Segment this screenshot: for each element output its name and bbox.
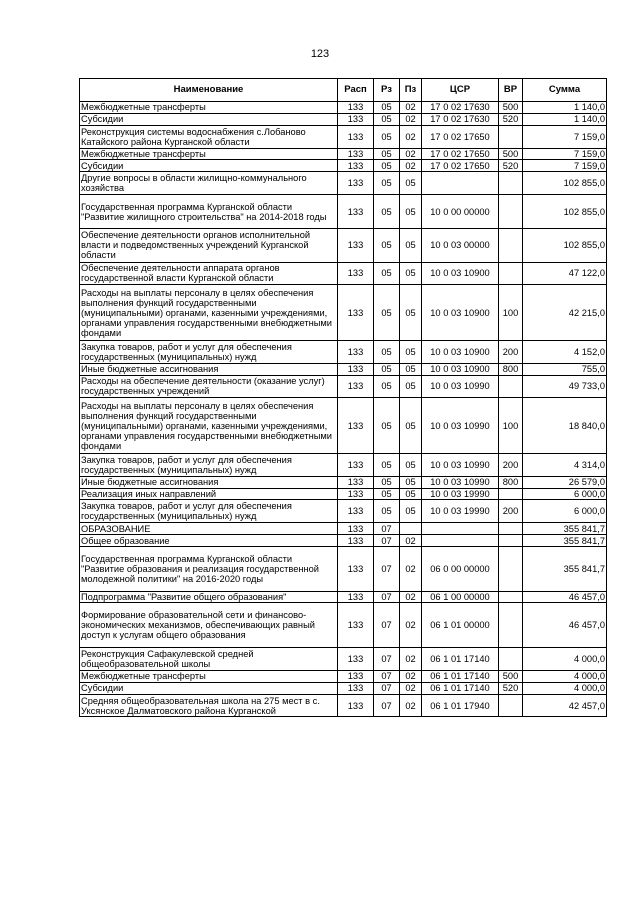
row-vr: 520: [499, 160, 523, 172]
row-pz: 05: [400, 375, 422, 398]
row-rasp: 133: [338, 113, 374, 125]
row-rz: 05: [374, 453, 400, 476]
row-name: Государственная программа Курганской области "Развитие образования и реализация государственной молодежной политики" на 2016-2020 годы: [80, 546, 338, 591]
table-row: [80, 500, 607, 523]
row-pz: 05: [400, 500, 422, 523]
row-sum: 355 841,7: [523, 523, 607, 535]
row-csr: 17 0 02 17630: [422, 113, 499, 125]
row-vr: 100: [499, 285, 523, 341]
header-rz: Рз: [374, 79, 400, 102]
row-vr: 500: [499, 148, 523, 160]
row-csr: 17 0 02 17650: [422, 125, 499, 148]
row-vr: 500: [499, 102, 523, 114]
row-rz: 05: [374, 375, 400, 398]
row-csr: 10 0 03 00000: [422, 228, 499, 262]
table-row: [80, 160, 607, 172]
row-rz: 05: [374, 488, 400, 500]
row-name: Реконструкция Сафакулевской средней общеобразовательной школы: [80, 648, 338, 671]
row-csr: 10 0 03 10900: [422, 363, 499, 375]
row-sum: 49 733,0: [523, 375, 607, 398]
row-name: Реконструкция системы водоснабжения с.Лобаново Катайского района Курганской области: [80, 125, 338, 148]
row-rasp: 133: [338, 546, 374, 591]
row-sum: 7 159,0: [523, 160, 607, 172]
row-rz: 05: [374, 160, 400, 172]
table-row: [80, 398, 607, 454]
row-rasp: 133: [338, 172, 374, 195]
row-sum: 6 000,0: [523, 488, 607, 500]
row-rz: 05: [374, 113, 400, 125]
row-rasp: 133: [338, 262, 374, 285]
row-csr: 06 1 00 00000: [422, 591, 499, 603]
row-rz: 05: [374, 340, 400, 363]
table-row: [80, 195, 607, 229]
row-rz: 07: [374, 603, 400, 648]
header-sum: Сумма: [523, 79, 607, 102]
row-pz: 02: [400, 160, 422, 172]
table-row: [80, 670, 607, 682]
row-vr: [499, 195, 523, 229]
row-pz: 02: [400, 113, 422, 125]
row-rasp: 133: [338, 125, 374, 148]
row-sum: 102 855,0: [523, 228, 607, 262]
row-rz: 05: [374, 398, 400, 454]
row-sum: 42 457,0: [523, 694, 607, 717]
row-rz: 07: [374, 648, 400, 671]
row-rz: 07: [374, 535, 400, 547]
row-name: Межбюджетные трансферты: [80, 670, 338, 682]
row-name: Другие вопросы в области жилищно-коммунального хозяйства: [80, 172, 338, 195]
row-rz: 07: [374, 546, 400, 591]
table-row: [80, 453, 607, 476]
row-name: Субсидии: [80, 113, 338, 125]
row-rz: 07: [374, 591, 400, 603]
table-row: [80, 172, 607, 195]
table-row: [80, 523, 607, 535]
row-vr: [499, 172, 523, 195]
table-row: [80, 125, 607, 148]
table-row: [80, 488, 607, 500]
row-vr: 800: [499, 476, 523, 488]
row-sum: 18 840,0: [523, 398, 607, 454]
row-sum: 1 140,0: [523, 102, 607, 114]
row-csr: 10 0 03 10990: [422, 453, 499, 476]
row-rasp: 133: [338, 500, 374, 523]
row-pz: 05: [400, 172, 422, 195]
row-csr: 10 0 03 10990: [422, 375, 499, 398]
row-pz: 02: [400, 148, 422, 160]
row-rasp: 133: [338, 535, 374, 547]
row-vr: [499, 228, 523, 262]
row-rasp: 133: [338, 340, 374, 363]
row-sum: 4 314,0: [523, 453, 607, 476]
table-row: [80, 546, 607, 591]
table-row: [80, 591, 607, 603]
row-rz: 05: [374, 476, 400, 488]
row-vr: [499, 591, 523, 603]
row-vr: 200: [499, 340, 523, 363]
row-sum: 355 841,7: [523, 546, 607, 591]
row-csr: 10 0 03 10900: [422, 262, 499, 285]
row-csr: 06 0 00 00000: [422, 546, 499, 591]
row-rasp: 133: [338, 195, 374, 229]
row-vr: 520: [499, 682, 523, 694]
row-pz: 05: [400, 228, 422, 262]
table-row: [80, 535, 607, 547]
row-rasp: 133: [338, 375, 374, 398]
row-csr: 17 0 02 17650: [422, 148, 499, 160]
header-pz: Пз: [400, 79, 422, 102]
row-name: Расходы на выплаты персоналу в целях обеспечения выполнения функций государственными (муниципальными) органами, казенными учреждениями, органами управления государственными внебюджетными фондами: [80, 285, 338, 341]
table-row: [80, 102, 607, 114]
row-name: Подпрограмма "Развитие общего образования": [80, 591, 338, 603]
row-sum: 102 855,0: [523, 172, 607, 195]
row-rz: 05: [374, 363, 400, 375]
row-vr: [499, 546, 523, 591]
row-rz: 05: [374, 195, 400, 229]
row-sum: 42 215,0: [523, 285, 607, 341]
row-sum: 4 152,0: [523, 340, 607, 363]
row-csr: 10 0 03 10900: [422, 340, 499, 363]
row-name: Расходы на обеспечение деятельности (оказание услуг) государственных учреждений: [80, 375, 338, 398]
row-name: Межбюджетные трансферты: [80, 102, 338, 114]
row-rasp: 133: [338, 603, 374, 648]
row-vr: 200: [499, 500, 523, 523]
table-row: [80, 285, 607, 341]
row-pz: 05: [400, 340, 422, 363]
budget-table: [79, 78, 607, 717]
row-name: Субсидии: [80, 160, 338, 172]
row-name: Иные бюджетные ассигнования: [80, 363, 338, 375]
row-pz: 05: [400, 453, 422, 476]
row-pz: 02: [400, 694, 422, 717]
row-csr: 06 1 01 17140: [422, 670, 499, 682]
row-pz: 02: [400, 102, 422, 114]
table-row: [80, 363, 607, 375]
row-rasp: 133: [338, 694, 374, 717]
row-pz: 05: [400, 398, 422, 454]
row-name: Расходы на выплаты персоналу в целях обеспечения выполнения функций государственными (муниципальными) органами, казенными учреждениями, органами управления государственными внебюджетными фондами: [80, 398, 338, 454]
row-rasp: 133: [338, 682, 374, 694]
row-rz: 07: [374, 523, 400, 535]
row-name: Закупка товаров, работ и услуг для обеспечения государственных (муниципальных) нужд: [80, 340, 338, 363]
row-rasp: 133: [338, 476, 374, 488]
row-rz: 05: [374, 285, 400, 341]
row-sum: 46 457,0: [523, 591, 607, 603]
row-rasp: 133: [338, 102, 374, 114]
row-pz: 05: [400, 488, 422, 500]
row-rz: 07: [374, 694, 400, 717]
row-pz: 05: [400, 262, 422, 285]
row-sum: 6 000,0: [523, 500, 607, 523]
row-rz: 05: [374, 262, 400, 285]
row-pz: 02: [400, 603, 422, 648]
row-vr: [499, 648, 523, 671]
row-pz: 05: [400, 285, 422, 341]
header-rasp: Расп: [338, 79, 374, 102]
row-rz: 07: [374, 682, 400, 694]
row-sum: 4 000,0: [523, 648, 607, 671]
row-rz: 07: [374, 670, 400, 682]
row-name: Обеспечение деятельности органов исполнительной власти и подведомственных учреждений Курганской области: [80, 228, 338, 262]
row-csr: [422, 535, 499, 547]
row-sum: 26 579,0: [523, 476, 607, 488]
row-vr: 100: [499, 398, 523, 454]
row-rasp: 133: [338, 648, 374, 671]
row-csr: 10 0 03 19990: [422, 500, 499, 523]
row-rasp: 133: [338, 398, 374, 454]
row-rz: 05: [374, 172, 400, 195]
row-rasp: 133: [338, 670, 374, 682]
row-sum: 47 122,0: [523, 262, 607, 285]
row-rasp: 133: [338, 363, 374, 375]
row-vr: [499, 535, 523, 547]
table-row: [80, 148, 607, 160]
table-row: [80, 228, 607, 262]
row-rasp: 133: [338, 228, 374, 262]
row-rasp: 133: [338, 160, 374, 172]
table-row: [80, 694, 607, 717]
row-name: Межбюджетные трансферты: [80, 148, 338, 160]
header-vr: ВР: [499, 79, 523, 102]
row-csr: 06 1 01 17140: [422, 648, 499, 671]
table-row: [80, 603, 607, 648]
row-vr: [499, 375, 523, 398]
page-number: 123: [310, 48, 330, 60]
row-name: Реализация иных направлений: [80, 488, 338, 500]
row-pz: 02: [400, 591, 422, 603]
table-body: [80, 102, 607, 717]
row-vr: [499, 603, 523, 648]
row-sum: 46 457,0: [523, 603, 607, 648]
row-vr: [499, 523, 523, 535]
row-csr: 17 0 02 17630: [422, 102, 499, 114]
row-pz: 02: [400, 125, 422, 148]
row-pz: 05: [400, 363, 422, 375]
row-pz: 02: [400, 648, 422, 671]
row-name: Государственная программа Курганской области "Развитие жилищного строительства" на 2014-2018 годы: [80, 195, 338, 229]
row-sum: 7 159,0: [523, 125, 607, 148]
row-rz: 05: [374, 102, 400, 114]
row-name: Формирование образовательной сети и финансово-экономических механизмов, обеспечивающих равный доступ к услугам общего образования: [80, 603, 338, 648]
row-rasp: 133: [338, 148, 374, 160]
row-rz: 05: [374, 228, 400, 262]
row-pz: [400, 523, 422, 535]
header-name: Наименование: [80, 79, 338, 102]
row-csr: [422, 172, 499, 195]
row-name: Субсидии: [80, 682, 338, 694]
row-csr: 17 0 02 17650: [422, 160, 499, 172]
row-csr: 10 0 03 10990: [422, 476, 499, 488]
row-name: Иные бюджетные ассигнования: [80, 476, 338, 488]
row-sum: 4 000,0: [523, 682, 607, 694]
row-name: Общее образование: [80, 535, 338, 547]
row-csr: 10 0 00 00000: [422, 195, 499, 229]
row-vr: [499, 488, 523, 500]
row-csr: 10 0 03 10990: [422, 398, 499, 454]
table-row: [80, 340, 607, 363]
row-pz: 02: [400, 682, 422, 694]
row-sum: 755,0: [523, 363, 607, 375]
row-name: Закупка товаров, работ и услуг для обеспечения государственных (муниципальных) нужд: [80, 500, 338, 523]
row-name: Обеспечение деятельности аппарата органов государственной власти Курганской области: [80, 262, 338, 285]
row-name: Средняя общеобразовательная школа на 275 мест в с. Уксянское Далматовского района Курганской: [80, 694, 338, 717]
row-vr: [499, 125, 523, 148]
table-row: [80, 682, 607, 694]
table-row: [80, 476, 607, 488]
table-row: [80, 113, 607, 125]
row-rasp: 133: [338, 591, 374, 603]
table-row: [80, 648, 607, 671]
row-sum: 102 855,0: [523, 195, 607, 229]
row-vr: 800: [499, 363, 523, 375]
row-sum: 1 140,0: [523, 113, 607, 125]
row-vr: [499, 694, 523, 717]
row-csr: 10 0 03 10900: [422, 285, 499, 341]
row-sum: 4 000,0: [523, 670, 607, 682]
row-rasp: 133: [338, 453, 374, 476]
header-csr: ЦСР: [422, 79, 499, 102]
row-pz: 02: [400, 535, 422, 547]
row-vr: 200: [499, 453, 523, 476]
row-csr: 06 1 01 00000: [422, 603, 499, 648]
row-pz: 02: [400, 670, 422, 682]
row-rasp: 133: [338, 523, 374, 535]
row-vr: 520: [499, 113, 523, 125]
row-pz: 02: [400, 546, 422, 591]
row-rz: 05: [374, 148, 400, 160]
table-row: [80, 262, 607, 285]
row-csr: [422, 523, 499, 535]
row-rz: 05: [374, 125, 400, 148]
row-name: ОБРАЗОВАНИЕ: [80, 523, 338, 535]
table-header-row: [80, 79, 607, 102]
row-pz: 05: [400, 476, 422, 488]
table-row: [80, 375, 607, 398]
row-pz: 05: [400, 195, 422, 229]
row-vr: [499, 262, 523, 285]
row-sum: 355 841,7: [523, 535, 607, 547]
row-sum: 7 159,0: [523, 148, 607, 160]
row-csr: 06 1 01 17940: [422, 694, 499, 717]
row-rz: 05: [374, 500, 400, 523]
row-vr: 500: [499, 670, 523, 682]
row-csr: 06 1 01 17140: [422, 682, 499, 694]
row-rasp: 133: [338, 285, 374, 341]
row-csr: 10 0 03 19990: [422, 488, 499, 500]
row-name: Закупка товаров, работ и услуг для обеспечения государственных (муниципальных) нужд: [80, 453, 338, 476]
row-rasp: 133: [338, 488, 374, 500]
